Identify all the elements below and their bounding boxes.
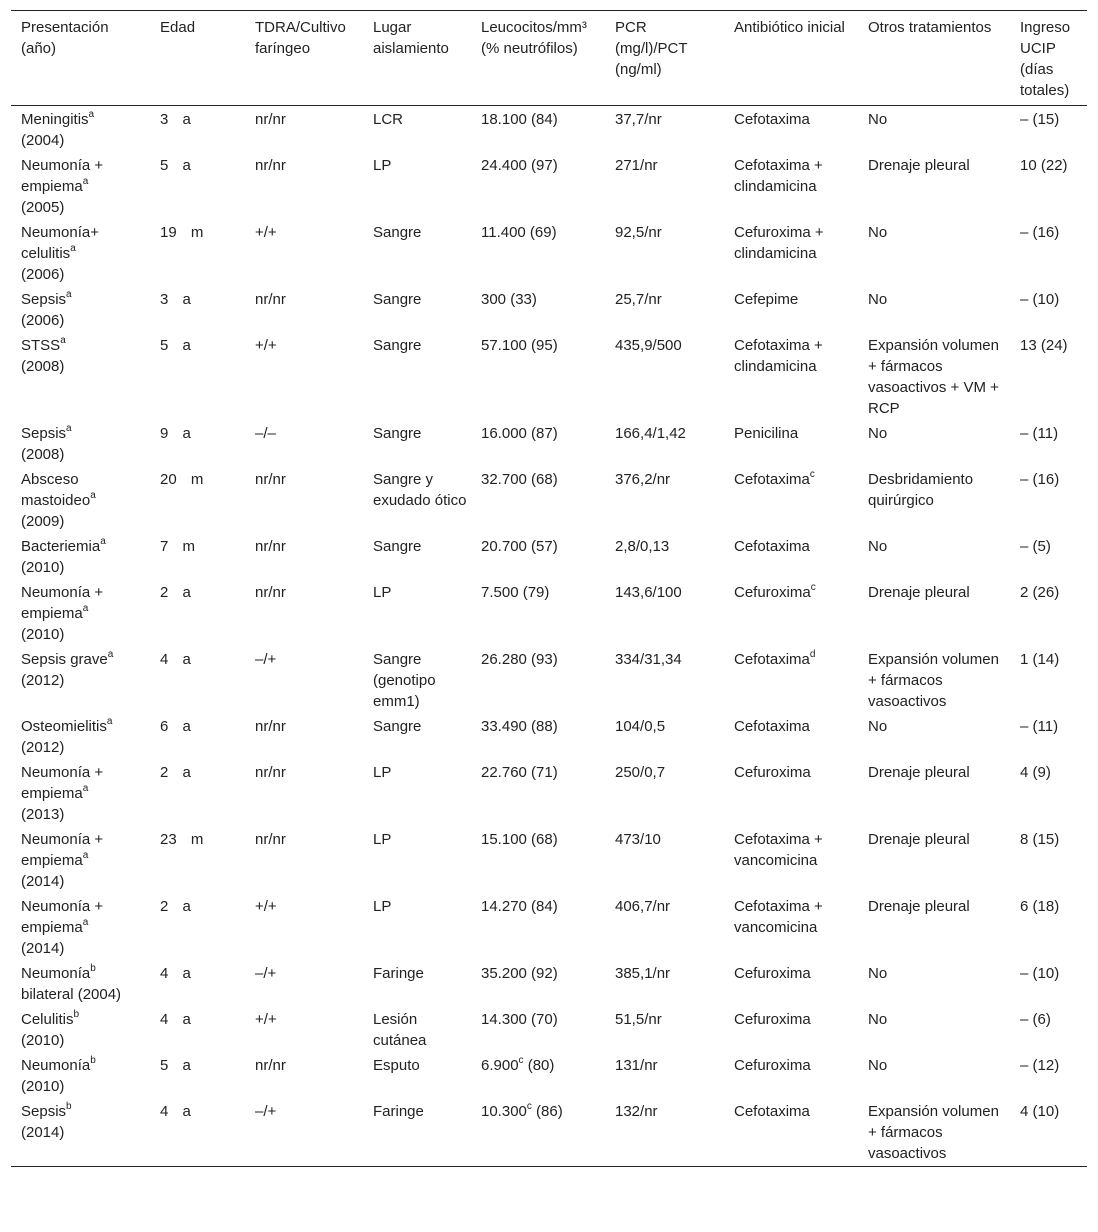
- cell-pcr: 104/0,5: [615, 718, 666, 735]
- cell-otros: Drenaje pleural: [868, 831, 970, 848]
- cell-ucip: 8 (15): [1020, 831, 1060, 848]
- cell-antibiotico: [724, 760, 858, 827]
- cell-lugar: Sangre (genotipo emm1): [373, 651, 436, 710]
- footnote-marker: a: [66, 423, 72, 434]
- leucocitos-value: 20.700 (57): [481, 538, 558, 555]
- cell-otros: No: [868, 111, 888, 128]
- cell-antibiotico: [724, 421, 858, 467]
- antibiotico-text: Cefuroxima + clindamicina: [734, 224, 824, 262]
- table-row: [11, 827, 1087, 894]
- cell-edad: 2 a: [160, 764, 191, 781]
- table-body: [11, 106, 1087, 1167]
- presentacion-year: (2010): [21, 626, 65, 643]
- cell-lugar: Sangre: [373, 425, 422, 442]
- cell-pcr: 250/0,7: [615, 764, 666, 781]
- header-lugar: Lugar aislamiento: [373, 19, 449, 57]
- cell-tdra: +/+: [255, 224, 277, 241]
- cell-pcr: 132/nr: [615, 1103, 658, 1120]
- leucocitos-value: 6.900: [481, 1057, 519, 1074]
- header-row: [11, 11, 1087, 106]
- cell-tdra: nr/nr: [255, 718, 286, 735]
- cell-ucip: – (16): [1020, 471, 1060, 488]
- antibiotico-text: Cefuroxima: [734, 1057, 811, 1074]
- cell-presentacion: [11, 467, 150, 534]
- cell-antibiotico: [724, 894, 858, 961]
- cell-presentacion: [11, 1099, 150, 1167]
- cell-ucip: 10 (22): [1020, 157, 1068, 174]
- cell-antibiotico: [724, 647, 858, 714]
- header-pcr: PCR (mg/l)/PCT (ng/ml): [615, 19, 688, 78]
- cell-antibiotico: [724, 106, 858, 154]
- footnote-marker: a: [107, 649, 114, 660]
- cell-edad: 7 m: [160, 538, 196, 555]
- cell-presentacion: [11, 106, 150, 154]
- presentacion-text: Sepsis: [21, 425, 67, 442]
- presentacion-year: (2012): [21, 739, 65, 756]
- cell-ucip: – (6): [1020, 1011, 1051, 1028]
- table-row: [11, 1099, 1087, 1167]
- header-presentacion: Presentación (año): [21, 19, 109, 57]
- cell-lugar: Sangre: [373, 291, 422, 308]
- cell-presentacion: [11, 961, 150, 1007]
- cell-ucip: 4 (9): [1020, 764, 1051, 781]
- cell-leucocitos: [471, 580, 605, 647]
- leucocitos-value: 18.100 (84): [481, 111, 558, 128]
- cell-tdra: nr/nr: [255, 157, 286, 174]
- cell-ucip: – (5): [1020, 538, 1051, 555]
- presentacion-text: Neumonía + empiema: [21, 584, 104, 622]
- cell-edad: 6 a: [160, 718, 191, 735]
- presentacion-year: bilateral (2004): [21, 986, 122, 1003]
- cell-presentacion: [11, 580, 150, 647]
- presentacion-text: Celulitis: [21, 1011, 74, 1028]
- table-row: [11, 760, 1087, 827]
- leucocitos-value: 33.490 (88): [481, 718, 558, 735]
- leucocitos-value: 10.300: [481, 1103, 527, 1120]
- presentacion-text: Bacteriemia: [21, 538, 101, 555]
- cell-otros: No: [868, 718, 888, 735]
- antibiotico-text: Cefuroxima: [734, 1011, 811, 1028]
- header-otros: Otros tratamientos: [868, 19, 992, 36]
- cell-otros: No: [868, 1057, 888, 1074]
- cell-pcr: 2,8/0,13: [615, 538, 670, 555]
- cell-edad: 23 m: [160, 831, 204, 848]
- cell-leucocitos: [471, 153, 605, 220]
- cell-lugar: Lesión cutánea: [373, 1011, 427, 1049]
- cell-tdra: nr/nr: [255, 1057, 286, 1074]
- footnote-marker: a: [106, 716, 113, 727]
- cell-tdra: nr/nr: [255, 584, 286, 601]
- presentacion-year: (2008): [21, 358, 65, 375]
- cell-lugar: LP: [373, 831, 392, 848]
- antibiotico-text: Cefotaxima: [734, 1103, 810, 1120]
- presentacion-year: (2013): [21, 806, 65, 823]
- cell-ucip: – (15): [1020, 111, 1060, 128]
- cell-leucocitos: [471, 534, 605, 580]
- antibiotico-text: Cefotaxima + vancomicina: [734, 898, 823, 936]
- cell-edad: 3 a: [160, 111, 191, 128]
- footnote-marker: a: [82, 917, 89, 928]
- cell-edad: 4 a: [160, 651, 191, 668]
- footnote-marker: a: [100, 536, 106, 547]
- presentacion-text: Osteomielitis: [21, 718, 107, 735]
- presentacion-text: Neumonía + empiema: [21, 157, 104, 195]
- antibiotico-text: Cefuroxima: [734, 584, 811, 601]
- cell-edad: 5 a: [160, 157, 191, 174]
- cell-leucocitos: [471, 467, 605, 534]
- cell-pcr: 271/nr: [615, 157, 658, 174]
- cell-presentacion: [11, 714, 150, 760]
- presentacion-text: Neumonía: [21, 1057, 91, 1074]
- presentacion-text: Neumonía: [21, 965, 91, 982]
- cell-tdra: +/+: [255, 337, 277, 354]
- cell-lugar: LP: [373, 157, 392, 174]
- cell-pcr: 334/31,34: [615, 651, 682, 668]
- cell-pcr: 37,7/nr: [615, 111, 662, 128]
- footnote-marker: b: [66, 1101, 72, 1112]
- cell-presentacion: [11, 827, 150, 894]
- cell-lugar: Sangre: [373, 224, 422, 241]
- footnote-marker: a: [82, 783, 89, 794]
- leucocitos-value: 15.100 (68): [481, 831, 558, 848]
- presentacion-text: Sepsis: [21, 1103, 67, 1120]
- cell-pcr: 51,5/nr: [615, 1011, 662, 1028]
- cell-otros: Expansión volumen + fármacos vasoactivos + VM + RCP: [868, 337, 999, 417]
- cell-lugar: Sangre: [373, 718, 422, 735]
- presentacion-year: (2005): [21, 199, 65, 216]
- cell-presentacion: [11, 220, 150, 287]
- footnote-marker: a: [70, 243, 76, 254]
- presentacion-text: Neumonía + empiema: [21, 898, 104, 936]
- table-header: [11, 11, 1087, 106]
- cell-ucip: – (11): [1020, 718, 1059, 735]
- cell-lugar: LCR: [373, 111, 404, 128]
- presentacion-text: STSS: [21, 337, 61, 354]
- cell-presentacion: [11, 534, 150, 580]
- antibiotico-text: Cefepime: [734, 291, 799, 308]
- presentacion-year: (2004): [21, 132, 65, 149]
- table-row: [11, 220, 1087, 287]
- cell-presentacion: [11, 647, 150, 714]
- cell-leucocitos: [471, 421, 605, 467]
- footnote-marker: c: [809, 469, 815, 480]
- table-row: [11, 714, 1087, 760]
- leucocitos-value: 32.700 (68): [481, 471, 558, 488]
- cell-ucip: – (16): [1020, 224, 1060, 241]
- cell-edad: 4 a: [160, 965, 191, 982]
- cell-leucocitos: [471, 1053, 605, 1099]
- footnote-marker: c: [518, 1055, 524, 1066]
- footnote-marker: a: [82, 176, 89, 187]
- antibiotico-text: Cefotaxima + clindamicina: [734, 157, 823, 195]
- cell-antibiotico: [724, 580, 858, 647]
- cell-lugar: Faringe: [373, 1103, 424, 1120]
- cell-leucocitos: [471, 333, 605, 421]
- footnote-marker: a: [60, 335, 66, 346]
- cell-presentacion: [11, 894, 150, 961]
- cell-antibiotico: [724, 714, 858, 760]
- presentacion-year: (2010): [21, 559, 65, 576]
- footnote-marker: a: [82, 603, 89, 614]
- cell-otros: Drenaje pleural: [868, 157, 970, 174]
- footnote-marker: c: [526, 1101, 532, 1112]
- cell-leucocitos: [471, 647, 605, 714]
- cell-otros: Expansión volumen + fármacos vasoactivos: [868, 651, 999, 710]
- presentacion-year: (2014): [21, 873, 65, 890]
- leucocitos-value: 300 (33): [481, 291, 537, 308]
- cell-antibiotico: [724, 1099, 858, 1167]
- cell-pcr: 385,1/nr: [615, 965, 671, 982]
- header-ucip: Ingreso UCIP (días totales): [1020, 19, 1071, 99]
- cell-tdra: +/+: [255, 1011, 277, 1028]
- clinical-cases-table: [11, 10, 1087, 1167]
- table-container: [11, 10, 1087, 1167]
- antibiotico-text: Penicilina: [734, 425, 799, 442]
- cell-antibiotico: [724, 1053, 858, 1099]
- cell-leucocitos: [471, 1099, 605, 1167]
- table-row: [11, 287, 1087, 333]
- footnote-marker: b: [73, 1009, 80, 1020]
- cell-tdra: –/–: [255, 425, 276, 442]
- table-row: [11, 647, 1087, 714]
- cell-leucocitos: [471, 827, 605, 894]
- cell-ucip: – (10): [1020, 291, 1060, 308]
- cell-antibiotico: [724, 467, 858, 534]
- cell-otros: No: [868, 538, 888, 555]
- cell-presentacion: [11, 287, 150, 333]
- table-row: [11, 421, 1087, 467]
- cell-tdra: nr/nr: [255, 538, 286, 555]
- leucocitos-value: 14.270 (84): [481, 898, 558, 915]
- antibiotico-text: Cefuroxima: [734, 764, 811, 781]
- footnote-marker: a: [66, 289, 72, 300]
- cell-antibiotico: [724, 961, 858, 1007]
- leucocitos-value: 16.000 (87): [481, 425, 558, 442]
- cell-presentacion: [11, 1007, 150, 1053]
- table-row: [11, 106, 1087, 154]
- cell-lugar: Esputo: [373, 1057, 420, 1074]
- cell-antibiotico: [724, 1007, 858, 1053]
- leucocitos-value: 14.300 (70): [481, 1011, 558, 1028]
- cell-otros: No: [868, 224, 888, 241]
- cell-tdra: –/+: [255, 965, 277, 982]
- header-antibiotico: Antibiótico inicial: [734, 19, 845, 36]
- cell-tdra: nr/nr: [255, 111, 286, 128]
- cell-antibiotico: [724, 220, 858, 287]
- cell-pcr: 166,4/1,42: [615, 425, 686, 442]
- cell-ucip: – (10): [1020, 965, 1060, 982]
- cell-antibiotico: [724, 827, 858, 894]
- cell-ucip: 2 (26): [1020, 584, 1060, 601]
- leucocitos-value: 22.760 (71): [481, 764, 558, 781]
- presentacion-year: (2010): [21, 1032, 65, 1049]
- cell-edad: 5 a: [160, 337, 191, 354]
- table-row: [11, 894, 1087, 961]
- cell-presentacion: [11, 1053, 150, 1099]
- cell-otros: Desbridamiento quirúrgico: [868, 471, 974, 509]
- cell-otros: No: [868, 425, 888, 442]
- footnote-marker: c: [810, 582, 816, 593]
- cell-lugar: Faringe: [373, 965, 424, 982]
- cell-antibiotico: [724, 287, 858, 333]
- leucocitos-value: 24.400 (97): [481, 157, 558, 174]
- footnote-marker: d: [809, 649, 816, 660]
- cell-ucip: 13 (24): [1020, 337, 1068, 354]
- leucocitos-value: 26.280 (93): [481, 651, 558, 668]
- leucocitos-tail: (86): [531, 1103, 563, 1120]
- leucocitos-tail: (80): [523, 1057, 555, 1074]
- leucocitos-value: 35.200 (92): [481, 965, 558, 982]
- cell-edad: 20 m: [160, 471, 204, 488]
- table-row: [11, 534, 1087, 580]
- leucocitos-value: 7.500 (79): [481, 584, 550, 601]
- leucocitos-value: 57.100 (95): [481, 337, 558, 354]
- cell-leucocitos: [471, 287, 605, 333]
- antibiotico-text: Cefotaxima: [734, 718, 810, 735]
- presentacion-text: Absceso mastoideo: [21, 471, 91, 509]
- cell-pcr: 376,2/nr: [615, 471, 671, 488]
- presentacion-year: (2006): [21, 312, 65, 329]
- cell-otros: No: [868, 965, 888, 982]
- cell-leucocitos: [471, 894, 605, 961]
- cell-pcr: 92,5/nr: [615, 224, 662, 241]
- cell-otros: Drenaje pleural: [868, 584, 970, 601]
- cell-tdra: nr/nr: [255, 831, 286, 848]
- cell-leucocitos: [471, 220, 605, 287]
- antibiotico-text: Cefotaxima + vancomicina: [734, 831, 823, 869]
- cell-edad: 2 a: [160, 898, 191, 915]
- presentacion-text: Neumonía + empiema: [21, 764, 104, 802]
- cell-otros: No: [868, 1011, 888, 1028]
- presentacion-year: (2014): [21, 940, 65, 957]
- presentacion-text: Sepsis grave: [21, 651, 108, 668]
- cell-lugar: LP: [373, 898, 392, 915]
- cell-pcr: 473/10: [615, 831, 661, 848]
- cell-leucocitos: [471, 961, 605, 1007]
- presentacion-text: Sepsis: [21, 291, 67, 308]
- header-tdra: TDRA/Cultivo faríngeo: [255, 19, 346, 57]
- presentacion-year: (2008): [21, 446, 65, 463]
- cell-pcr: 25,7/nr: [615, 291, 662, 308]
- cell-lugar: Sangre: [373, 337, 422, 354]
- presentacion-year: (2006): [21, 266, 65, 283]
- cell-edad: 3 a: [160, 291, 191, 308]
- cell-lugar: Sangre y exudado ótico: [373, 471, 467, 509]
- cell-lugar: LP: [373, 584, 392, 601]
- table-row: [11, 153, 1087, 220]
- footnote-marker: b: [90, 963, 96, 974]
- antibiotico-text: Cefotaxima: [734, 538, 810, 555]
- cell-otros: Drenaje pleural: [868, 764, 970, 781]
- table-row: [11, 1007, 1087, 1053]
- antibiotico-text: Cefuroxima: [734, 965, 811, 982]
- cell-lugar: LP: [373, 764, 392, 781]
- cell-otros: Drenaje pleural: [868, 898, 970, 915]
- table-row: [11, 467, 1087, 534]
- cell-leucocitos: [471, 760, 605, 827]
- cell-tdra: –/+: [255, 1103, 277, 1120]
- cell-presentacion: [11, 421, 150, 467]
- cell-pcr: 435,9/500: [615, 337, 682, 354]
- cell-edad: 4 a: [160, 1011, 191, 1028]
- footnote-marker: a: [82, 850, 89, 861]
- cell-pcr: 143,6/100: [615, 584, 682, 601]
- cell-ucip: 4 (10): [1020, 1103, 1060, 1120]
- cell-otros: Expansión volumen + fármacos vasoactivos: [868, 1103, 999, 1162]
- cell-ucip: 6 (18): [1020, 898, 1060, 915]
- antibiotico-text: Cefotaxima + clindamicina: [734, 337, 823, 375]
- presentacion-text: Neumonía + empiema: [21, 831, 104, 869]
- cell-ucip: 1 (14): [1020, 651, 1060, 668]
- cell-pcr: 131/nr: [615, 1057, 658, 1074]
- antibiotico-text: Cefotaxima: [734, 111, 810, 128]
- cell-ucip: – (11): [1020, 425, 1059, 442]
- cell-edad: 19 m: [160, 224, 204, 241]
- footnote-marker: a: [90, 490, 96, 501]
- table-row: [11, 1053, 1087, 1099]
- antibiotico-text: Cefotaxima: [734, 471, 810, 488]
- cell-edad: 5 a: [160, 1057, 191, 1074]
- cell-presentacion: [11, 333, 150, 421]
- header-leucocitos: Leucocitos/mm³ (% neutrófilos): [481, 19, 587, 57]
- cell-pcr: 406,7/nr: [615, 898, 671, 915]
- cell-tdra: nr/nr: [255, 471, 286, 488]
- presentacion-year: (2010): [21, 1078, 65, 1095]
- presentacion-year: (2009): [21, 513, 65, 530]
- header-edad: Edad: [160, 19, 196, 36]
- cell-edad: 2 a: [160, 584, 191, 601]
- cell-tdra: nr/nr: [255, 291, 286, 308]
- cell-leucocitos: [471, 1007, 605, 1053]
- cell-ucip: – (12): [1020, 1057, 1060, 1074]
- table-row: [11, 333, 1087, 421]
- footnote-marker: a: [88, 109, 95, 120]
- footnote-marker: b: [90, 1055, 96, 1066]
- table-row: [11, 961, 1087, 1007]
- cell-antibiotico: [724, 333, 858, 421]
- cell-leucocitos: [471, 714, 605, 760]
- presentacion-year: (2012): [21, 672, 65, 689]
- presentacion-text: Meningitis: [21, 111, 89, 128]
- cell-tdra: –/+: [255, 651, 277, 668]
- cell-leucocitos: [471, 106, 605, 154]
- cell-tdra: nr/nr: [255, 764, 286, 781]
- cell-edad: 9 a: [160, 425, 191, 442]
- leucocitos-value: 11.400 (69): [481, 224, 557, 241]
- presentacion-text: Neumonía+ celulitis: [21, 224, 99, 262]
- presentacion-year: (2014): [21, 1124, 65, 1141]
- cell-presentacion: [11, 760, 150, 827]
- cell-presentacion: [11, 153, 150, 220]
- cell-otros: No: [868, 291, 888, 308]
- antibiotico-text: Cefotaxima: [734, 651, 810, 668]
- cell-antibiotico: [724, 153, 858, 220]
- cell-tdra: +/+: [255, 898, 277, 915]
- cell-edad: 4 a: [160, 1103, 191, 1120]
- table-row: [11, 580, 1087, 647]
- cell-antibiotico: [724, 534, 858, 580]
- cell-lugar: Sangre: [373, 538, 422, 555]
